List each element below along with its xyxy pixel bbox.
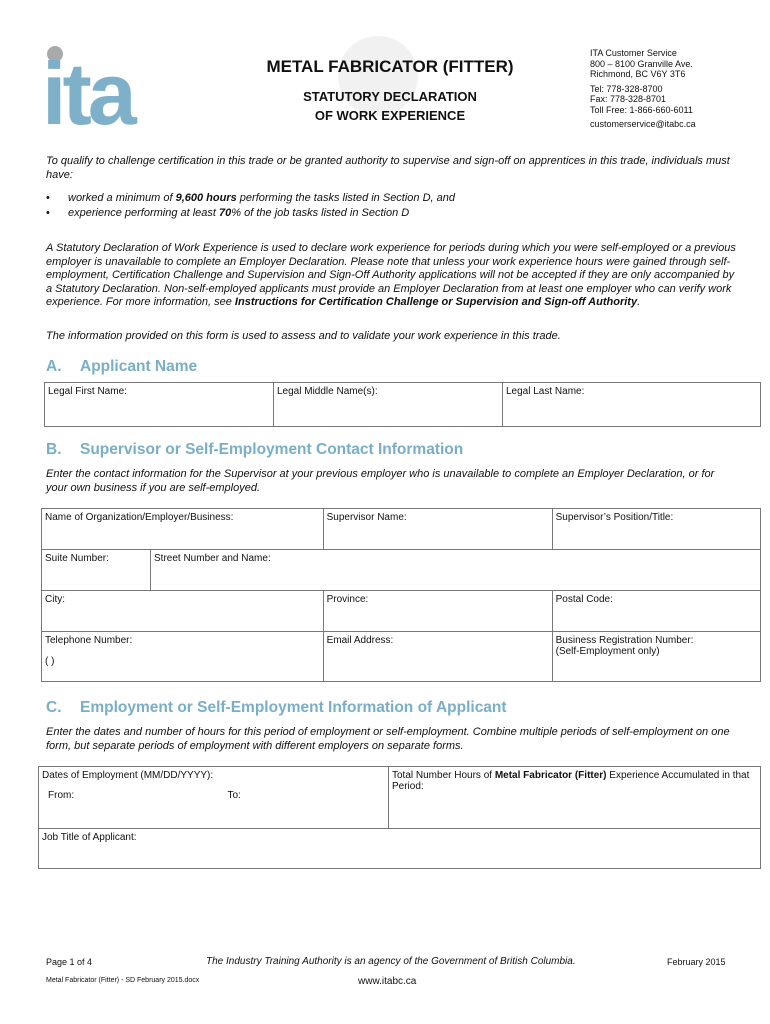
- province-field[interactable]: Province:: [323, 591, 552, 632]
- agency-note: The Industry Training Authority is an agency of the Government of British Columbia.: [206, 956, 576, 967]
- list-item: • experience performing at least 70% of the job tasks listed in Section D: [46, 207, 410, 219]
- footer-date: February 2015: [667, 957, 726, 967]
- file-name: Metal Fabricator (Fitter) - SD February 2015.docx: [46, 977, 200, 984]
- logo-text: ita: [42, 44, 133, 132]
- contact-city: Richmond, BC V6Y 3T6: [590, 69, 686, 79]
- supervisor-name-field[interactable]: Supervisor Name:: [323, 509, 552, 550]
- from-date-label: From:: [48, 790, 75, 801]
- legal-last-name-field[interactable]: Legal Last Name:: [503, 383, 761, 427]
- requirements-list: [46, 191, 736, 221]
- legal-middle-name-field[interactable]: Legal Middle Name(s):: [274, 383, 503, 427]
- postal-code-field[interactable]: Postal Code:: [552, 591, 760, 632]
- total-hours-field[interactable]: Total Number Hours of Metal Fabricator (Fitter) Experience Accumulated in that Period:: [389, 767, 761, 829]
- contact-fax: Fax: 778-328-8701: [590, 94, 667, 104]
- supervisor-position-field[interactable]: Supervisor’s Position/Title:: [552, 509, 760, 550]
- contact-name: ITA Customer Service: [590, 48, 677, 58]
- to-date-label: To:: [227, 790, 241, 801]
- telephone-area-code: ( ): [45, 656, 55, 667]
- section-b-instructions: Enter the contact information for the Supervisor at your previous employer who is unavailable to complete an Employer Declaration, or for your own business if you are self-employed.: [46, 468, 715, 494]
- contact-tollfree: Toll Free: 1-866-660-6011: [590, 104, 693, 115]
- organization-name-field[interactable]: Name of Organization/Employer/Business:: [42, 509, 324, 550]
- legal-first-name-field[interactable]: Legal First Name:: [45, 383, 274, 427]
- section-c-heading: C. Employment or Self-Employment Information of Applicant: [46, 699, 507, 716]
- contact-info-table: [41, 508, 761, 682]
- telephone-field[interactable]: Telephone Number: ( ): [42, 632, 324, 682]
- applicant-name-table: [44, 382, 761, 427]
- contact-block: [590, 48, 760, 130]
- ita-logo: [40, 42, 158, 132]
- contact-address: 800 – 8100 Granville Ave.: [590, 58, 693, 69]
- assess-note: The information provided on this form is used to assess and to validate your work experience in this trade.: [46, 330, 561, 342]
- page-number: Page 1 of 4: [46, 957, 93, 967]
- email-field[interactable]: Email Address:: [323, 632, 552, 682]
- form-subtitle: STATUTORY DECLARATION OF WORK EXPERIENCE: [303, 89, 477, 123]
- dates-of-employment-field[interactable]: Dates of Employment (MM/DD/YYYY): From: To:: [39, 767, 389, 829]
- list-item: • worked a minimum of 9,600 hours performing the tasks listed in Section D, and: [46, 192, 456, 204]
- contact-email[interactable]: customerservice@itabc.ca: [590, 119, 696, 129]
- job-title-field[interactable]: Job Title of Applicant:: [39, 829, 761, 869]
- intro-text: To qualify to challenge certification in this trade or be granted authority to supervise and sign-off on apprentices in this trade, individuals must have:: [46, 155, 730, 181]
- declaration-text: A Statutory Declaration of Work Experience is used to declare work experience for periods during which you were self-employed or a previous employer is unavailable to complete an Employer Declaration. Please note that unless your work experience hours were gained through self-employment, Certification Challenge and Supervision and Sign-Off Authority applications will not be accepted if they are only accompanied by a Statutory Declaration. Non-self-employed applicants must provide an Employer Declaration from at least one employer who can verify work experience. For more information, see Instructions for Certification Challenge or Supervision and Sign-off Authority.: [46, 242, 736, 308]
- section-b-heading: B. Supervisor or Self-Employment Contact Information: [46, 441, 464, 458]
- employment-table: [38, 766, 761, 869]
- street-field[interactable]: Street Number and Name:: [151, 550, 761, 591]
- city-field[interactable]: City:: [42, 591, 324, 632]
- business-registration-field[interactable]: Business Registration Number: (Self-Employment only): [552, 632, 760, 682]
- form-title: METAL FABRICATOR (FITTER): [266, 57, 514, 76]
- section-c-instructions: Enter the dates and number of hours for this period of employment or self-employment. Combine multiple periods of self-employment on one form, but separate periods of employment with different employers on separate forms.: [46, 726, 730, 752]
- suite-number-field[interactable]: Suite Number:: [42, 550, 151, 591]
- contact-tel: Tel: 778-328-8700: [590, 83, 663, 94]
- section-a-heading: A. Applicant Name: [46, 358, 198, 375]
- website-link[interactable]: www.itabc.ca: [358, 976, 417, 987]
